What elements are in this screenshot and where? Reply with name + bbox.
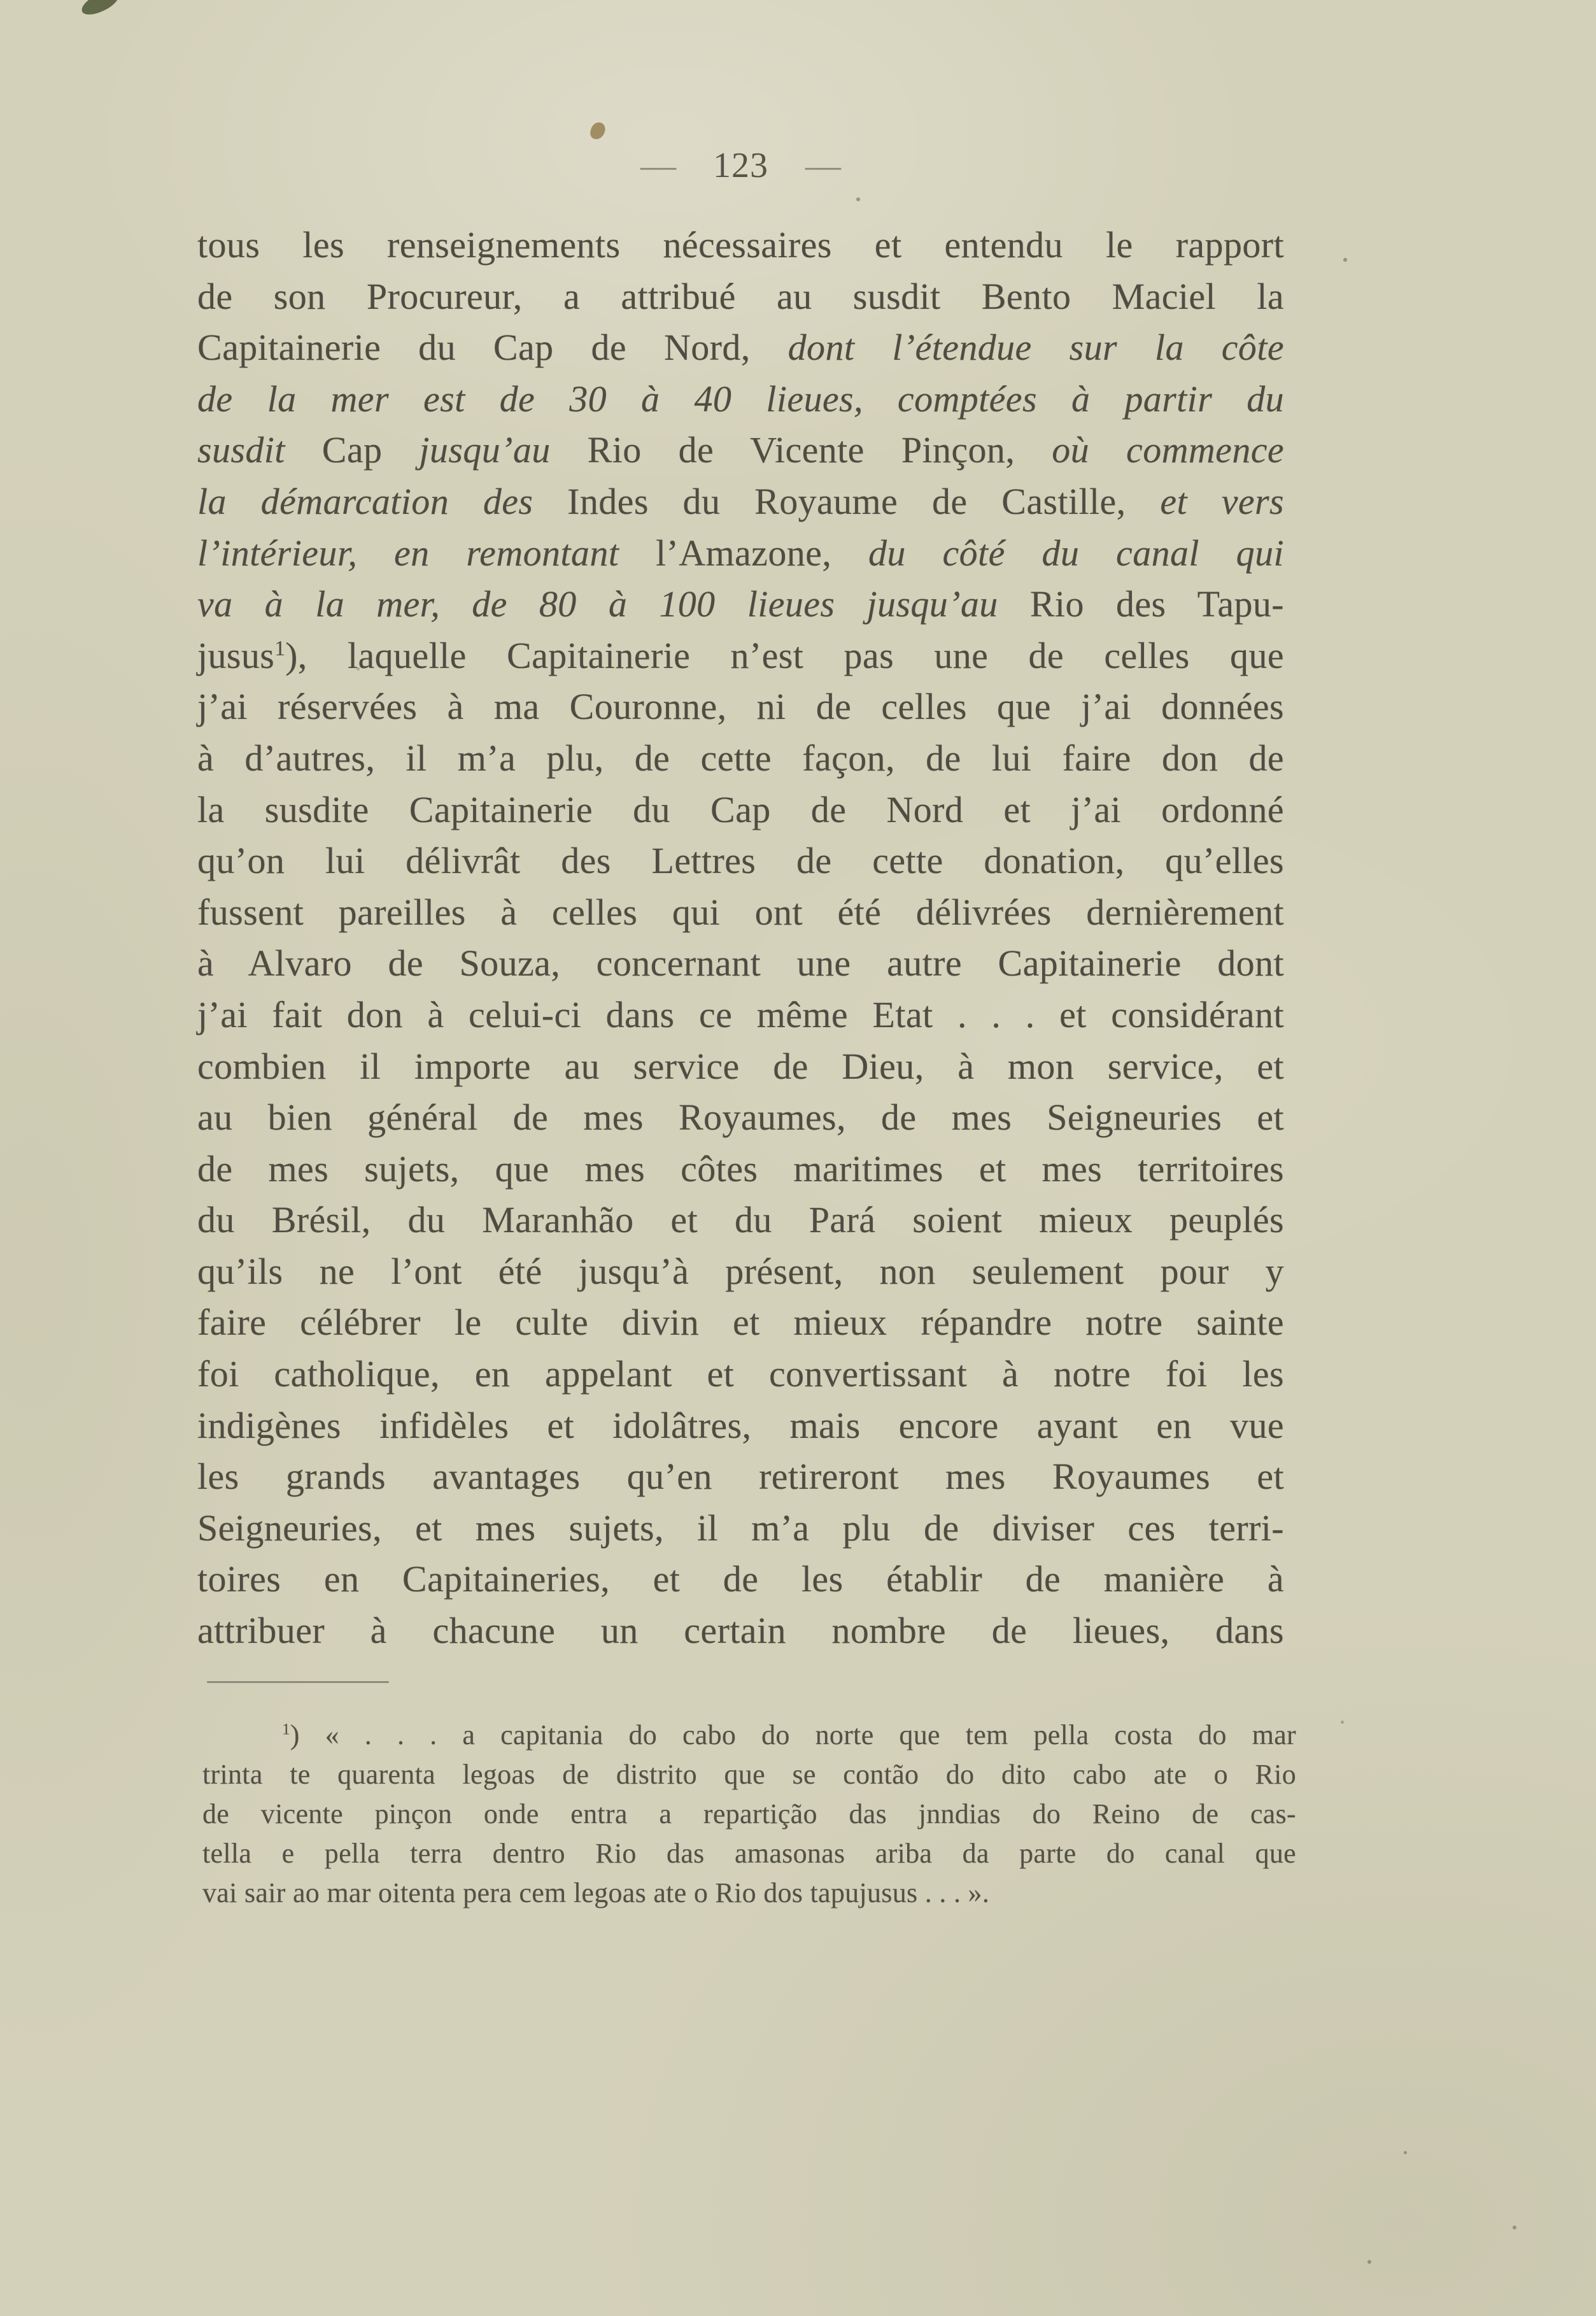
- body-line: jusus$^1$), laquelle Capitainerie n’est pas une de celles que: [197, 634, 1284, 676]
- header-dash-right: —: [805, 146, 841, 185]
- footnote-line: $^1$) « . . . a capitania do cabo do norte que tem pella costa do mar: [282, 1719, 1296, 1751]
- page-header: [197, 148, 1284, 183]
- paper-speck: [589, 121, 607, 141]
- body-line: j’ai réservées à ma Couronne, ni de celles que j’ai données: [197, 686, 1284, 728]
- header-dash-left: —: [640, 146, 676, 185]
- body-line: combien il importe au service de Dieu, à mon service, et: [197, 1045, 1284, 1087]
- body-line: à d’autres, il m’a plu, de cette façon, de lui faire don de: [197, 737, 1284, 779]
- paper-speck: [1513, 2226, 1516, 2229]
- footnote-line: de vicente pinçon onde entra a repartição das jnndias do Reino de cas-: [202, 1798, 1296, 1829]
- body-line: faire célébrer le culte divin et mieux répandre notre sainte: [197, 1302, 1284, 1344]
- footnote-text: [202, 1716, 1296, 1913]
- body-line: au bien général de mes Royaumes, de mes Seigneuries et: [197, 1097, 1284, 1139]
- body-line: qu’ils ne l’ont été jusqu’à présent, non seulement pour y: [197, 1250, 1284, 1292]
- body-line: tous les renseignements nécessaires et entendu le rapport: [197, 224, 1284, 266]
- body-text: [197, 220, 1284, 1657]
- footnote-line: vai sair ao mar oitenta pera cem legoas ate o Rio dos tapujusus . . . ».: [202, 1877, 990, 1908]
- body-line: Capitainerie du Cap de Nord, dont l’étendue sur la côte: [197, 327, 1284, 369]
- paper-speck: [1341, 1721, 1344, 1724]
- body-line: va à la mer, de 80 à 100 lieues jusqu’au Rio des Tapu-: [197, 583, 1285, 625]
- page-number: 123: [713, 146, 768, 185]
- body-line: la démarcation des Indes du Royaume de Castille, et vers: [197, 480, 1284, 522]
- paper-speck: [1343, 258, 1347, 262]
- paper-speck: [78, 0, 122, 18]
- body-line: l’intérieur, en remontant l’Amazone, du côté du canal qui: [197, 532, 1284, 574]
- body-line: attribuer à chacune un certain nombre de lieues, dans: [197, 1610, 1284, 1652]
- footnote-separator: [207, 1681, 389, 1683]
- footnote-line: tella e pella terra dentro Rio das amasonas ariba da parte do canal que: [202, 1838, 1296, 1869]
- body-line: j’ai fait don à celui-ci dans ce même Etat . . . et considérant: [197, 993, 1284, 1035]
- body-line: les grands avantages qu’en retireront mes Royaumes et: [197, 1456, 1284, 1498]
- body-line: toires en Capitaineries, et de les établir de manière à: [197, 1558, 1284, 1600]
- body-line: du Brésil, du Maranhão et du Pará soient mieux peuplés: [197, 1199, 1284, 1241]
- footnote-line: trinta te quarenta legoas de distrito que se contão do dito cabo ate o Rio: [202, 1759, 1296, 1790]
- body-line: de mes sujets, que mes côtes maritimes et mes territoires: [197, 1147, 1284, 1190]
- body-line: indigènes infidèles et idolâtres, mais encore ayant en vue: [197, 1404, 1284, 1446]
- body-line: foi catholique, en appelant et convertissant à notre foi les: [197, 1353, 1284, 1395]
- body-line: fussent pareilles à celles qui ont été délivrées dernièrement: [197, 891, 1284, 933]
- body-line: la susdite Capitainerie du Cap de Nord et j’ai ordonné: [197, 788, 1284, 830]
- body-line: de son Procureur, a attribué au susdit Bento Maciel la: [197, 275, 1284, 317]
- body-line: qu’on lui délivrât des Lettres de cette donation, qu’elles: [197, 840, 1284, 882]
- paper-speck: [1404, 2151, 1407, 2154]
- body-line: Seigneuries, et mes sujets, il m’a plu de diviser ces terri-: [197, 1507, 1284, 1549]
- paper-speck: [1367, 2260, 1371, 2264]
- body-line: susdit Cap jusqu’au Rio de Vicente Pinçon, où commence: [197, 429, 1285, 471]
- paper-speck: [856, 197, 860, 201]
- body-line: de la mer est de 30 à 40 lieues, comptées à partir du: [197, 378, 1284, 420]
- body-line: à Alvaro de Souza, concernant une autre Capitainerie dont: [197, 942, 1284, 984]
